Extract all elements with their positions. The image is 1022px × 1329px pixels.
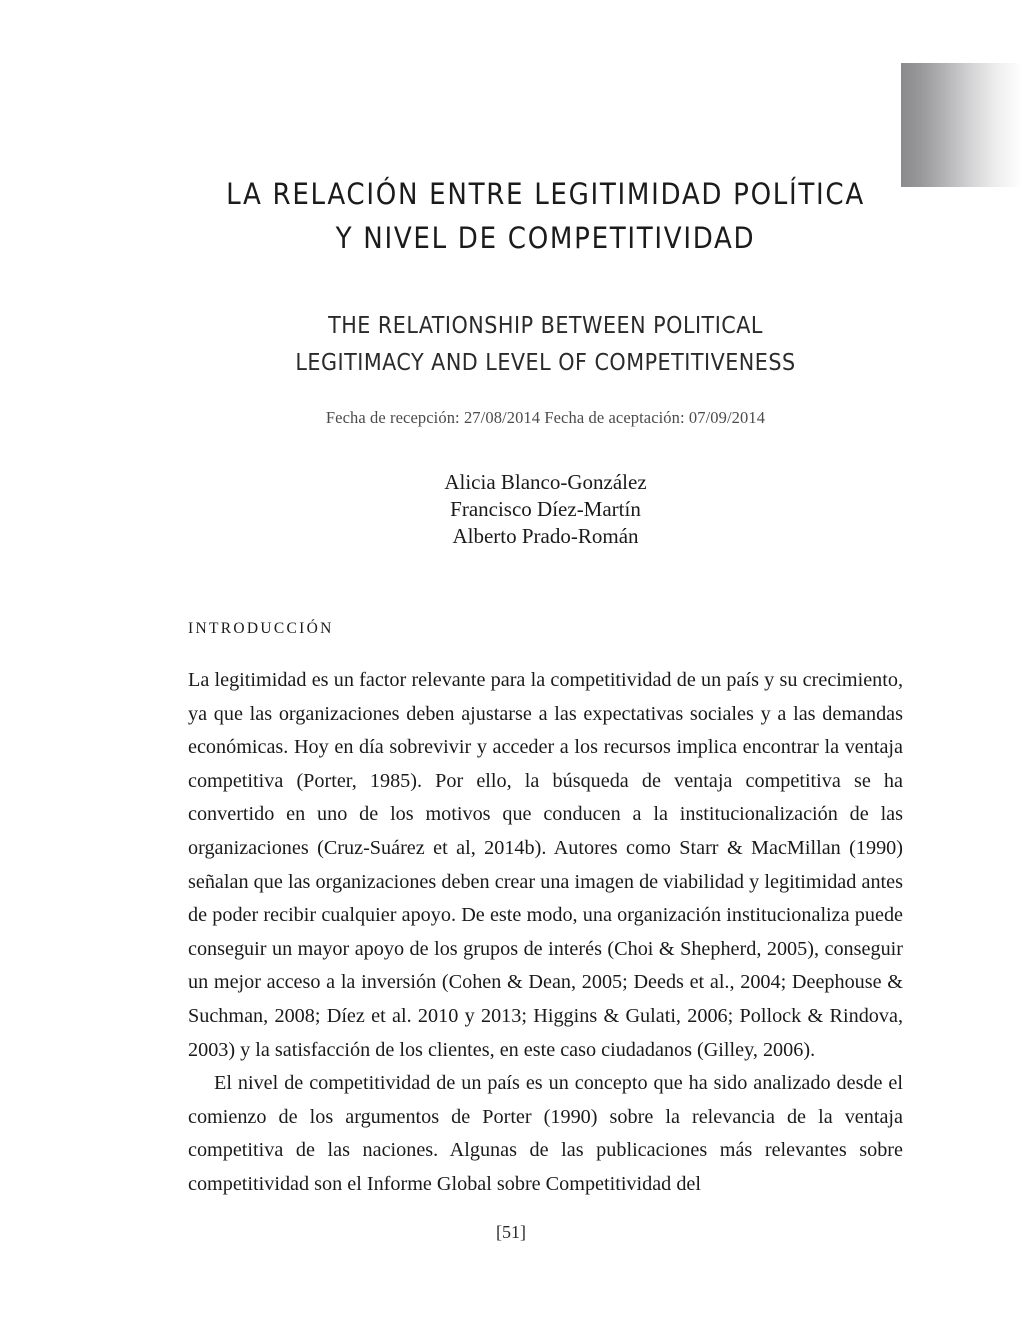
author-2: Francisco Díez-Martín [450, 497, 641, 521]
title-line-1: LA RELACIÓN ENTRE LEGITIMIDAD POLÍTICA [226, 177, 865, 211]
author-1: Alicia Blanco-González [444, 470, 647, 494]
article-title [188, 0, 903, 260]
author-list [188, 469, 903, 550]
submission-dates: Fecha de recepción: 27/08/2014 Fecha de aceptación: 07/09/2014 [325, 408, 766, 427]
subtitle-line-2: LEGITIMACY AND LEVEL OF COMPETITIVENESS [295, 350, 796, 376]
paragraph-1: La legitimidad es un factor relevante para la competitividad de un país y su crecimiento, ya que las organizaciones deben ajustarse a las expectativas sociales y a las demandas económicas. Hoy en día sobrevivir y acceder a los recursos implica encontrar la ventaja competitiva (Porter, 1985). Por ello, la búsqueda de ventaja competitiva se ha convertido en uno de los motivos que conducen a la institucionalización de las organizaciones (Cruz-Suárez et al, 2014b). Autores como Starr & MacMillan (1990) señalan que las organizaciones deben crear una imagen de viabilidad y legitimidad antes de poder recibir cualquier apoyo. De este modo, una organización institucionaliza puede conseguir un mayor apoyo de los grupos de interés (Choi & Shepherd, 2005), conseguir un mejor acceso a la inversión (Cohen & Dean, 2005; Deeds et al., 2004; Deephouse & Suchman, 2008; Díez et al. 2010 y 2013; Higgins & Gulati, 2006; Pollock & Rindova, 2003) y la satisfacción de los clientes, en este caso ciudadanos (Gilley, 2006). [188, 669, 903, 1061]
page-number: [51] [496, 1222, 526, 1242]
article-subtitle-english [188, 308, 903, 382]
paragraph-2: El nivel de competitividad de un país es un concepto que ha sido analizado desde el comienzo de los argumentos de Porter (1990) sobre la relevancia de la ventaja competitiva de las naciones. Algunas de las publicaciones más relevantes sobre competitividad son el Informe Global sobre Competitividad del [188, 1072, 903, 1195]
title-line-2: Y NIVEL DE COMPETITIVIDAD [335, 221, 756, 255]
section-heading-introduccion: INTRODUCCIÓN [188, 620, 334, 637]
page-content [188, 0, 903, 1202]
section-body [188, 664, 903, 1202]
author-3: Alberto Prado-Román [452, 524, 639, 548]
subtitle-line-1: THE RELATIONSHIP BETWEEN POLITICAL [328, 313, 763, 339]
page-edge-gradient-tab [901, 63, 1022, 187]
